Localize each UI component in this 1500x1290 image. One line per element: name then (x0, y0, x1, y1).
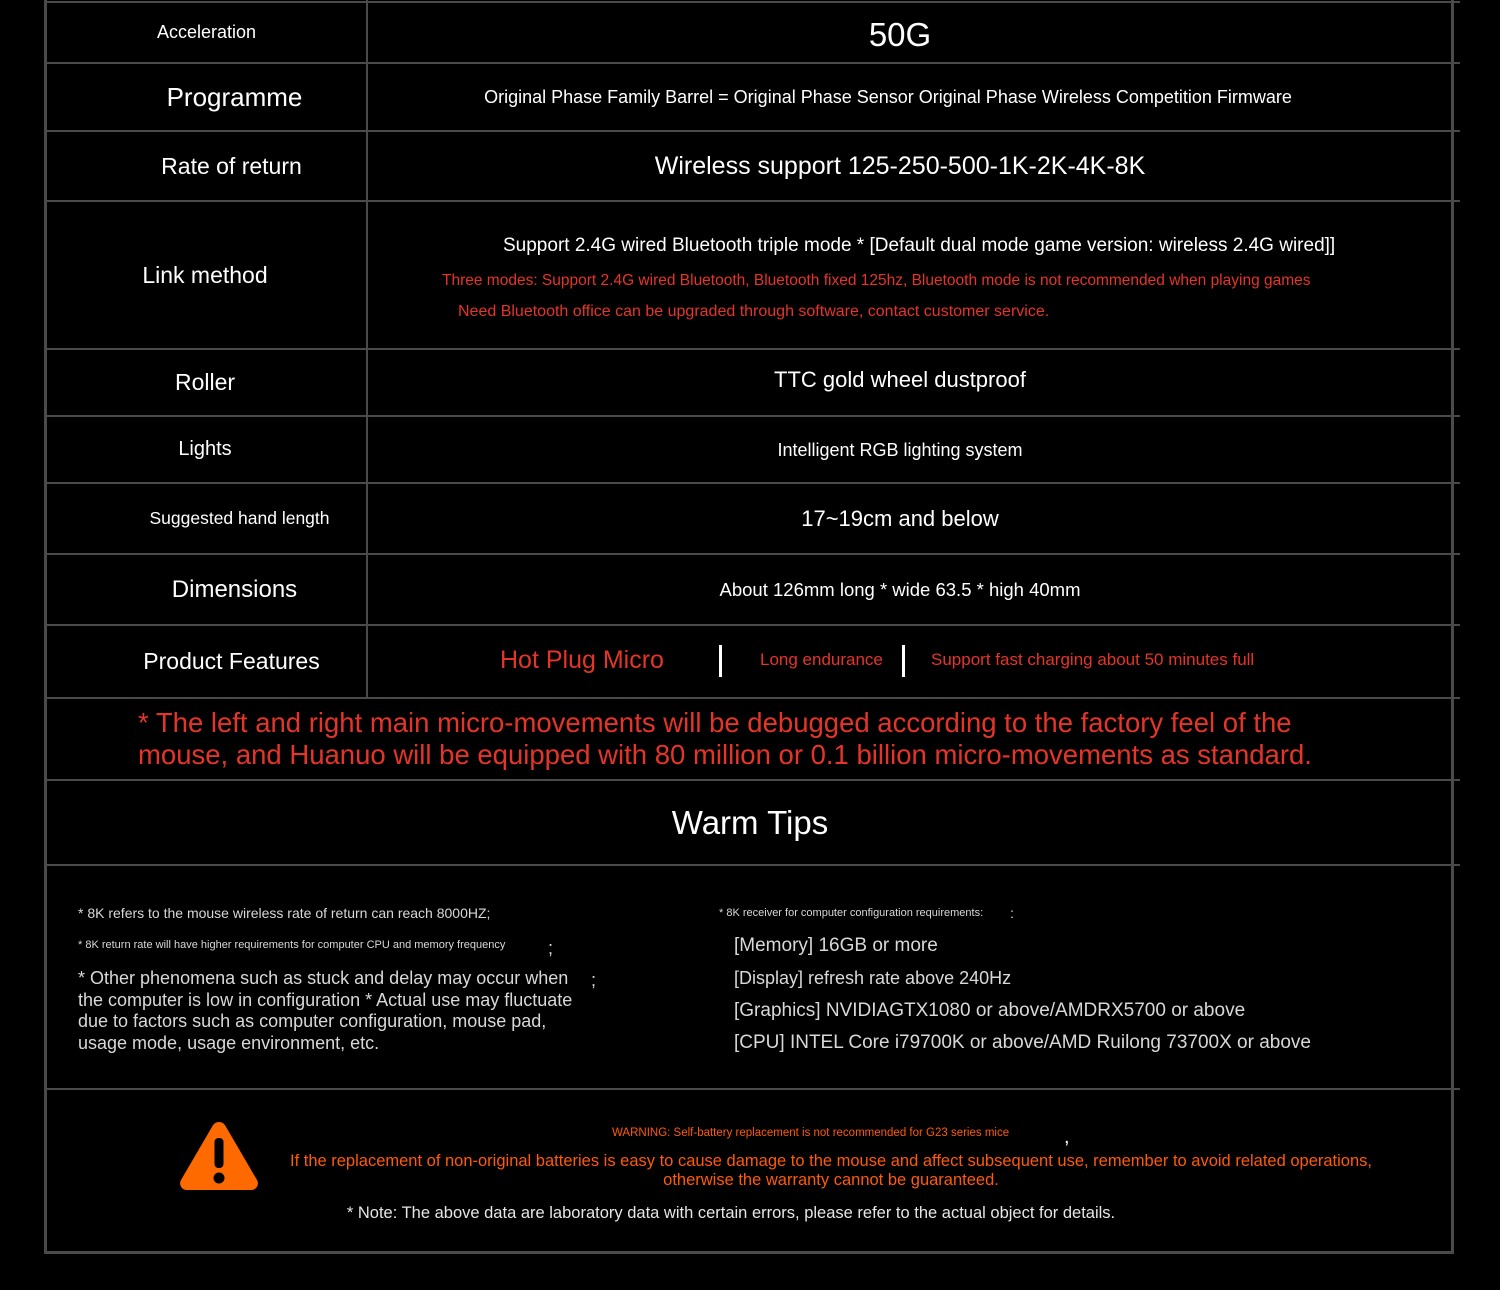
feature-separator (719, 645, 722, 677)
requirement-display: [Display] refresh rate above 240Hz (734, 968, 1012, 988)
tip-semicolon: ; (548, 938, 554, 958)
features-label: Product Features (143, 648, 320, 674)
tip-cpu-memory: * 8K return rate will have higher requirements for computer CPU and memory frequency (78, 939, 506, 951)
warm-tips-title: Warm Tips (671, 804, 829, 841)
requirement-memory: [Memory] 16GB or more (734, 935, 938, 956)
programme-value: Original Phase Family Barrel = Original Phase Sensor Original Phase Wireless Competition Firmware (484, 86, 1292, 107)
dimensions-value: About 126mm long * wide 63.5 * high 40mm (719, 578, 1081, 600)
row-divider (47, 864, 1460, 866)
hand-label: Suggested hand length (149, 508, 330, 528)
warning-line-1: If the replacement of non-original batteries is easy to cause damage to the mouse and affect subsequent use, remember to avoid related operations, (289, 1151, 1372, 1170)
tip-stuck-delay: * Other phenomena such as stuck and delay may occur when the computer is low in configuration * Actual use may fluctuate due to factors such as computer configuration, mouse pad, usage mode, usage environment, etc. (78, 968, 573, 1053)
feature-separator (902, 645, 905, 677)
feature-fast-charging: Support fast charging about 50 minutes full (931, 650, 1255, 669)
warning-icon (178, 1118, 260, 1192)
feature-hot-plug: Hot Plug Micro (500, 645, 664, 674)
hand-value: 17~19cm and below (801, 505, 999, 531)
link-note-1: Three modes: Support 2.4G wired Bluetooth, Bluetooth fixed 125hz, Bluetooth mode is not recommended when playing games (442, 272, 1311, 289)
link-note-2: Need Bluetooth office can be upgraded through software, contact customer service. (458, 303, 1050, 320)
roller-value: TTC gold wheel dustproof (774, 367, 1026, 392)
acceleration-value: 50G (868, 16, 932, 53)
link-value: Support 2.4G wired Bluetooth triple mode * [Default dual mode game version: wireless 2.4G wired]] (503, 235, 1336, 256)
rate-label: Rate of return (161, 152, 302, 179)
feature-endurance: Long endurance (760, 650, 883, 669)
micro-note-line-2: mouse, and Huanuo will be equipped with 80 million or 0.1 billion micro-movements as standard. (138, 739, 1312, 770)
lights-value: Intelligent RGB lighting system (777, 440, 1023, 460)
laboratory-note: * Note: The above data are laboratory data with certain errors, please refer to the actual object for details. (346, 1203, 1116, 1222)
warning-title-suffix: , (1064, 1126, 1070, 1148)
row-divider (47, 779, 1460, 781)
roller-label: Roller (174, 369, 236, 395)
acceleration-label: Acceleration (156, 22, 257, 42)
requirement-cpu: [CPU] INTEL Core i79700K or above/AMD Ruilong 73700X or above (734, 1032, 1311, 1053)
programme-label: Programme (166, 81, 303, 112)
requirements-header: * 8K receiver for computer configuration requirements: (719, 907, 984, 919)
row-divider (47, 1088, 1460, 1090)
link-label: Link method (142, 261, 268, 288)
warning-line-2: otherwise the warranty cannot be guaranteed. (663, 1170, 999, 1189)
requirements-header-suffix: : (1010, 905, 1014, 921)
micro-note-line-1: * The left and right main micro-movements will be debugged according to the factory feel of the (138, 707, 1292, 738)
dimensions-label: Dimensions (171, 575, 298, 603)
rate-value: Wireless support 125-250-500-1K-2K-4K-8K (654, 151, 1146, 180)
lights-label: Lights (178, 438, 232, 460)
requirement-graphics: [Graphics] NVIDIAGTX1080 or above/AMDRX5700 or above (734, 1000, 1246, 1021)
tip-8k-rate: * 8K refers to the mouse wireless rate of return can reach 8000HZ; (78, 905, 491, 921)
row-divider (47, 697, 1460, 699)
tip-semicolon: ; (591, 970, 597, 990)
warning-title: WARNING: Self-battery replacement is not recommended for G23 series mice (612, 1127, 1010, 1139)
